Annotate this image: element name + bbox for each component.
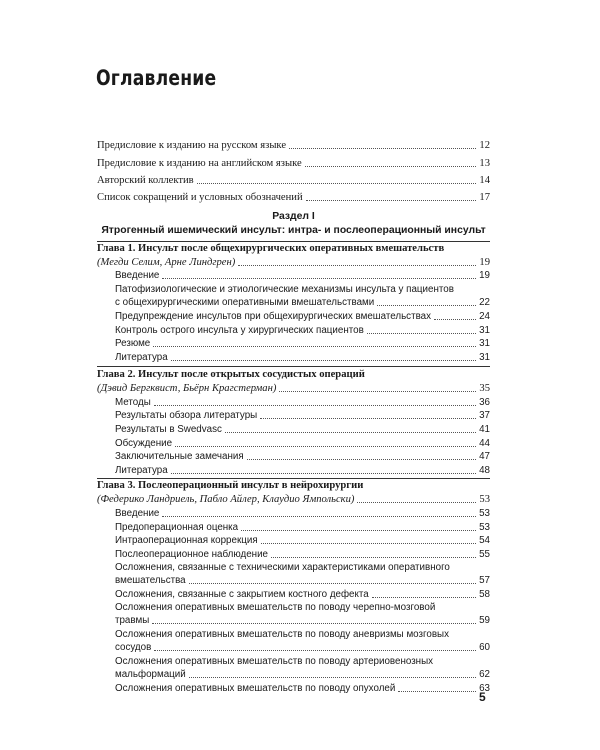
toc-page-number: 41 bbox=[479, 424, 490, 435]
toc-entry-label: Введение bbox=[115, 270, 160, 281]
toc-entry-label: Резюме bbox=[115, 338, 151, 349]
toc-entry[interactable] bbox=[97, 396, 490, 409]
toc-page-number: 44 bbox=[479, 438, 490, 449]
toc-entry-label-line-1: Патофизиологические и этиологические механизмы инсульта у пациентов bbox=[115, 284, 454, 295]
chapter-1-title[interactable]: Глава 1. Инсульт после общехирургических оперативных вмешательств bbox=[97, 243, 445, 254]
toc-entry[interactable] bbox=[97, 351, 490, 364]
chapter-1-authors bbox=[97, 256, 490, 269]
toc-page-number: 13 bbox=[479, 158, 490, 169]
toc-page-number: 48 bbox=[479, 465, 490, 476]
toc-entry[interactable] bbox=[97, 464, 490, 477]
toc-entry[interactable] bbox=[115, 601, 490, 627]
toc-entry-label-line-1: Осложнения, связанные с техническими характеристиками оперативного bbox=[115, 562, 450, 573]
chapter-authors: (Мегди Селим, Арне Линдгрен) bbox=[97, 257, 236, 268]
toc-entry-label-line-2: с общехирургическими оперативными вмешательствами bbox=[115, 297, 375, 308]
toc-entry[interactable] bbox=[97, 548, 490, 561]
toc-page-number: 31 bbox=[479, 338, 490, 349]
chapter-2-authors bbox=[97, 382, 490, 395]
dot-leader bbox=[162, 278, 476, 279]
dot-leader bbox=[171, 473, 476, 474]
toc-entry[interactable] bbox=[97, 534, 490, 547]
toc-entry[interactable] bbox=[97, 507, 490, 520]
toc-entry[interactable] bbox=[97, 337, 490, 350]
page-title: Оглавление bbox=[96, 66, 217, 90]
toc-page-number: 53 bbox=[479, 494, 490, 505]
dot-leader bbox=[238, 265, 476, 266]
dot-leader bbox=[189, 583, 476, 584]
toc-page-number: 62 bbox=[479, 669, 490, 680]
toc-entry[interactable] bbox=[97, 324, 490, 337]
toc-entry[interactable] bbox=[97, 437, 490, 450]
chapter-divider bbox=[97, 366, 490, 367]
toc-entry-label: Литература bbox=[115, 352, 168, 363]
toc-page-number: 54 bbox=[479, 535, 490, 546]
toc-entry-label: Послеоперационное наблюдение bbox=[115, 549, 268, 560]
dot-leader bbox=[305, 166, 477, 167]
toc-entry-preface-english[interactable] bbox=[97, 157, 490, 170]
toc-entry-label: Заключительные замечания bbox=[115, 451, 244, 462]
dot-leader bbox=[306, 200, 477, 201]
toc-entry-label: Предоперационная оценка bbox=[115, 522, 239, 533]
dot-leader bbox=[175, 446, 476, 447]
dot-leader bbox=[152, 623, 476, 624]
toc-page-number: 53 bbox=[479, 508, 490, 519]
toc-entry-label: Осложнения оперативных вмешательств по поводу опухолей bbox=[115, 683, 396, 694]
toc-page-number: 47 bbox=[479, 451, 490, 462]
toc-entry[interactable] bbox=[97, 682, 490, 695]
toc-entry[interactable] bbox=[115, 561, 490, 587]
dot-leader bbox=[247, 459, 476, 460]
page-number: 5 bbox=[479, 690, 486, 704]
dot-leader bbox=[154, 650, 476, 651]
toc-entry-authors[interactable] bbox=[97, 174, 490, 187]
toc-entry-label: Обсуждение bbox=[115, 438, 173, 449]
dot-leader bbox=[154, 405, 476, 406]
dot-leader bbox=[171, 360, 476, 361]
toc-entry-label: Авторский коллектив bbox=[97, 175, 194, 186]
toc-page-number: 14 bbox=[479, 175, 490, 186]
toc-entry[interactable] bbox=[97, 450, 490, 463]
chapter-2-title[interactable]: Глава 2. Инсульт после открытых сосудистых операций bbox=[97, 369, 365, 380]
toc-entry-label: Литература bbox=[115, 465, 168, 476]
dot-leader bbox=[197, 183, 477, 184]
toc-page-number: 36 bbox=[479, 397, 490, 408]
section-title: Ятрогенный ишемический инсульт: интра- и послеоперационный инсульт bbox=[101, 225, 486, 236]
toc-entry-abbreviations[interactable] bbox=[97, 191, 490, 204]
toc-entry[interactable] bbox=[97, 521, 490, 534]
dot-leader bbox=[367, 333, 476, 334]
toc-entry-label: Введение bbox=[115, 508, 160, 519]
chapter-authors: (Дэвид Бергквист, Бьёрн Крагстерман) bbox=[97, 383, 277, 394]
toc-page-number: 57 bbox=[479, 575, 490, 586]
toc-page-number: 22 bbox=[479, 297, 490, 308]
toc-page-number: 24 bbox=[479, 311, 490, 322]
toc-page-number: 58 bbox=[479, 589, 490, 600]
toc-entry-label-line-1: Осложнения оперативных вмешательств по поводу аневризмы мозговых bbox=[115, 629, 449, 640]
toc-entry-label: Контроль острого инсульта у хирургических пациентов bbox=[115, 325, 364, 336]
dot-leader bbox=[189, 677, 476, 678]
toc-page-number: 59 bbox=[479, 615, 490, 626]
toc-entry-label: Предисловие к изданию на русском языке bbox=[97, 140, 287, 151]
toc-entry-label: Результаты в Swedvasc bbox=[115, 424, 222, 435]
dot-leader bbox=[289, 148, 476, 149]
toc-entry-label-line-2: сосудов bbox=[115, 642, 152, 653]
dot-leader bbox=[241, 530, 476, 531]
toc-page-number: 31 bbox=[479, 325, 490, 336]
dot-leader bbox=[434, 319, 476, 320]
chapter-authors: (Федерико Ландриель, Пабло Айлер, Клаудио Ямпольски) bbox=[97, 494, 355, 505]
dot-leader bbox=[357, 502, 476, 503]
toc-entry-label: Список сокращений и условных обозначений bbox=[97, 192, 303, 203]
dot-leader bbox=[260, 418, 476, 419]
toc-entry-label: Интраоперационная коррекция bbox=[115, 535, 258, 546]
dot-leader bbox=[153, 346, 476, 347]
chapter-3-authors bbox=[97, 493, 490, 506]
toc-entry-label-line-2: мальформаций bbox=[115, 669, 186, 680]
dot-leader bbox=[279, 391, 476, 392]
toc-page-number: 53 bbox=[479, 522, 490, 533]
dot-leader bbox=[271, 557, 476, 558]
toc-page-number: 19 bbox=[479, 257, 490, 268]
toc-entry[interactable] bbox=[97, 423, 490, 436]
toc-entry-label: Предупреждение инсультов при общехирургических вмешательствах bbox=[115, 311, 432, 322]
toc-entry-label: Осложнения, связанные с закрытием костного дефекта bbox=[115, 589, 369, 600]
toc-entry[interactable] bbox=[115, 628, 490, 654]
toc-entry-label: Предисловие к изданию на английском языке bbox=[97, 158, 302, 169]
toc-entry-preface-russian[interactable] bbox=[97, 139, 490, 152]
toc-entry-label-line-2: вмешательства bbox=[115, 575, 186, 586]
dot-leader bbox=[225, 432, 476, 433]
toc-entry[interactable] bbox=[97, 409, 490, 422]
toc-page-number: 35 bbox=[479, 383, 490, 394]
chapter-divider bbox=[97, 478, 490, 479]
chapter-divider bbox=[97, 241, 490, 242]
toc-page-number: 60 bbox=[479, 642, 490, 653]
toc-page-number: 19 bbox=[479, 270, 490, 281]
toc-entry[interactable] bbox=[97, 310, 490, 323]
toc-entry[interactable] bbox=[115, 283, 490, 309]
toc-page-number: 12 bbox=[479, 140, 490, 151]
toc-entry-label-line-2: травмы bbox=[115, 615, 150, 626]
toc-page-number: 17 bbox=[479, 192, 490, 203]
dot-leader bbox=[377, 305, 476, 306]
toc-page-number: 31 bbox=[479, 352, 490, 363]
chapter-3-title[interactable]: Глава 3. Послеоперационный инсульт в нейрохирургии bbox=[97, 480, 364, 491]
dot-leader bbox=[398, 691, 476, 692]
section-label: Раздел I bbox=[272, 211, 315, 222]
toc-entry-label: Результаты обзора литературы bbox=[115, 410, 258, 421]
toc-entry-label-line-1: Осложнения оперативных вмешательств по поводу артериовенозных bbox=[115, 656, 434, 667]
toc-entry-label-line-1: Осложнения оперативных вмешательств по поводу черепно-мозговой bbox=[115, 602, 436, 613]
dot-leader bbox=[372, 597, 476, 598]
toc-page-number: 37 bbox=[479, 410, 490, 421]
dot-leader bbox=[162, 516, 476, 517]
toc-entry[interactable] bbox=[97, 588, 490, 601]
toc-entry-label: Методы bbox=[115, 397, 151, 408]
toc-page-number: 55 bbox=[479, 549, 490, 560]
toc-page-number: 63 bbox=[479, 683, 490, 694]
dot-leader bbox=[261, 543, 476, 544]
toc-entry[interactable] bbox=[115, 655, 490, 681]
toc-entry[interactable] bbox=[97, 269, 490, 282]
